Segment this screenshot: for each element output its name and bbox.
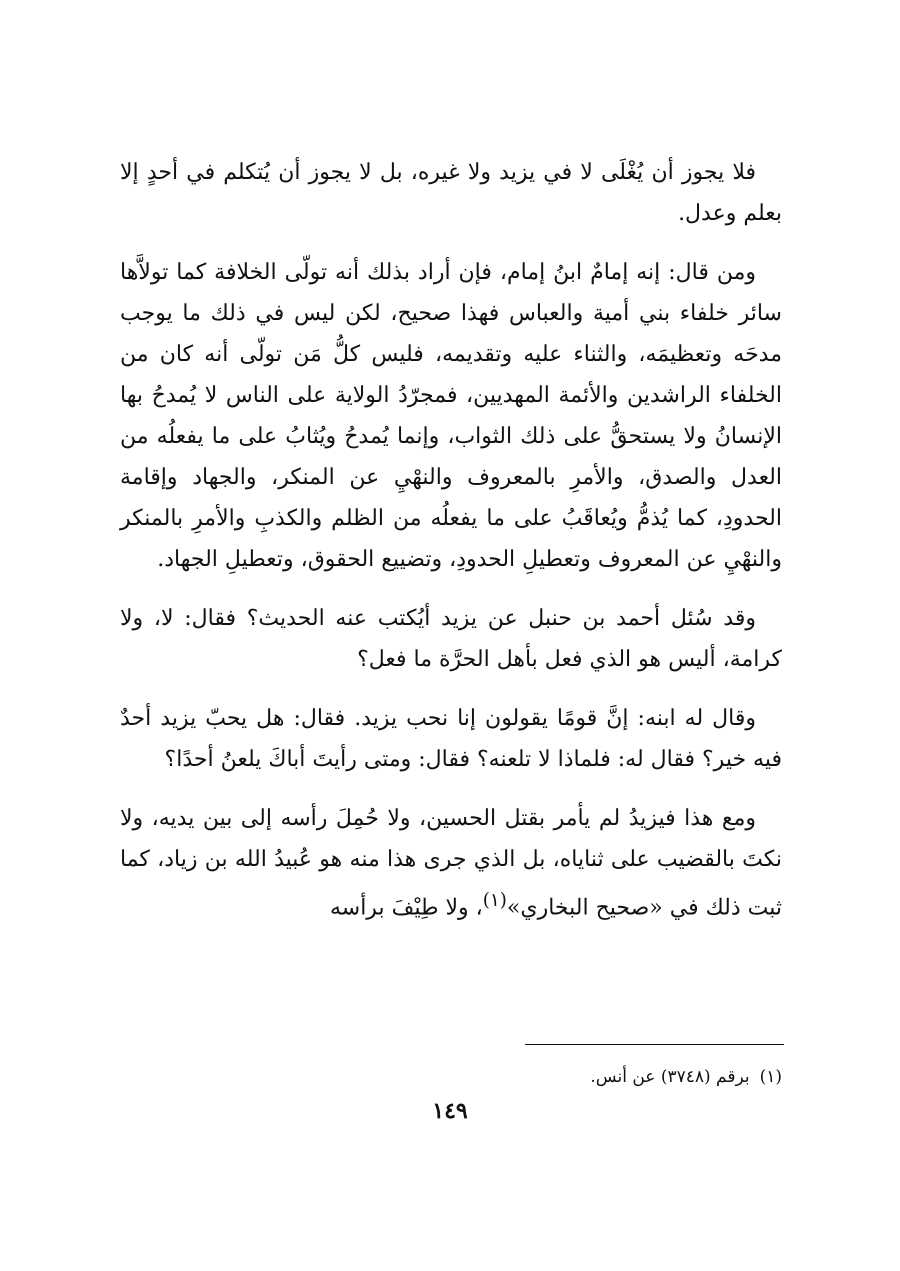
footnote-divider bbox=[525, 1044, 784, 1045]
paragraph-5 bbox=[120, 798, 782, 928]
footnote bbox=[182, 1064, 782, 1090]
footnote-number: (١) bbox=[759, 1067, 782, 1087]
paragraph-5-tail: ، ولا طِيْفَ برأسه bbox=[329, 895, 483, 921]
footnote-reference: (١) bbox=[482, 890, 507, 911]
page-number: ١٤٩ bbox=[432, 1098, 468, 1124]
footnote-text: برقم (٣٧٤٨) عن أنس. bbox=[590, 1067, 750, 1087]
paragraph-3: وقد سُئل أحمد بن حنبل عن يزيد أيُكتب عنه الحديث؟ فقال: لا، ولا كرامة، أليس هو الذي فعل بأهل الحرَّة ما فعل؟ bbox=[120, 606, 782, 672]
paragraph-5-text: ومع هذا فيزيدُ لم يأمر بقتل الحسين، ولا حُمِلَ رأسه إلى بين يديه، ولا نكتَ بالقضيب على ثناياه، بل الذي جرى هذا منه هو عُبيدُ الله بن زياد، كما ثبت ذلك في «صحيح البخاري» bbox=[120, 806, 782, 921]
page-body bbox=[120, 152, 782, 946]
paragraph-4: وقال له ابنه: إنَّ قومًا يقولون إنا نحب يزيد. فقال: هل يحبّ يزيد أحدٌ فيه خير؟ فقال له: فلماذا لا تلعنه؟ فقال: ومتى رأيتَ أباكَ يلعنُ أحدًا؟ bbox=[120, 706, 782, 772]
paragraph-2: ومن قال: إنه إمامٌ ابنُ إمام، فإن أراد بذلك أنه تولّى الخلافة كما تولاَّها سائر خلفاء بني أمية والعباس فهذا صحيح، لكن ليس في ذلك ما يوجب مدحَه وتعظيمَه، والثناء عليه وتقديمه، فليس كلُّ مَن تولّى أنه كان من الخلفاء الراشدين والأئمة المهديين، فمجرّدُ الولاية على الناس لا يُمدحُ بها الإنسانُ ولا يستحقُّ على ذلك الثواب، وإنما يُمدحُ ويُثابُ على ما يفعلُه من العدل والصدق، والأمرِ بالمعروف والنهْيِ عن المنكر، والجهاد وإقامة الحدودِ، كما يُذمُّ ويُعاقَبُ على ما يفعلُه من الظلم والكذبِ والأمرِ بالمنكر والنهْيِ عن المعروف وتعطيلِ الحدودِ، وتضييع الحقوق، وتعطيلِ الجهاد. bbox=[120, 260, 782, 572]
paragraph-1: فلا يجوز أن يُغْلَى لا في يزيد ولا غيره، بل لا يجوز أن يُتكلم في أحدٍ إلا بعلم وعدل. bbox=[120, 160, 782, 226]
